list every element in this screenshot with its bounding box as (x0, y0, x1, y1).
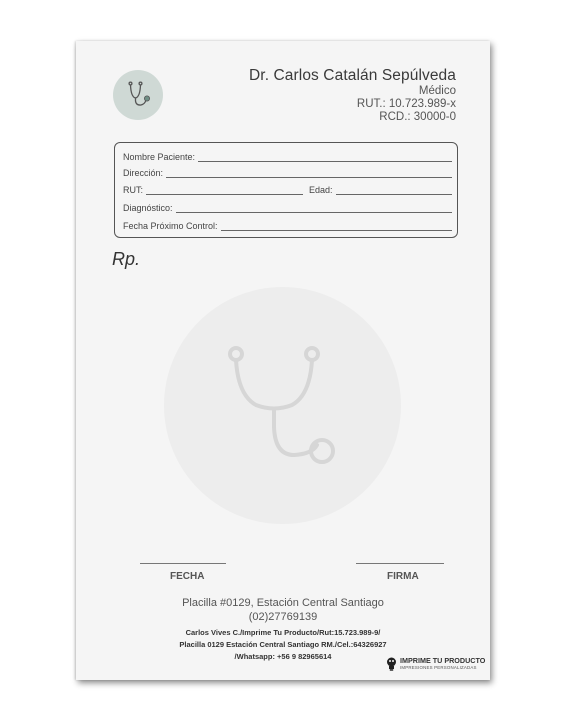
doctor-info (249, 67, 456, 124)
patient-name-field[interactable] (123, 150, 452, 162)
diagnosis-field[interactable] (123, 201, 452, 213)
next-control-field[interactable] (123, 219, 452, 231)
date-signature-line[interactable] (140, 563, 226, 564)
signature-line[interactable] (356, 563, 444, 564)
watermark-circle (164, 287, 401, 524)
brand-name: IMPRIME TU PRODUCTO (400, 656, 486, 665)
doctor-rut: RUT.: 10.723.989-x (356, 98, 456, 110)
rut-age-row (123, 183, 452, 195)
footer-phone: (02)27769139 (248, 611, 318, 623)
address-label: Dirección: (123, 168, 164, 178)
printer-info-line-3: /Whatsapp: +56 9 82965614 (234, 652, 332, 661)
printer-info-line-2: Placilla 0129 Estación Central Santiago RM./Cel.:64326927 (179, 640, 387, 649)
doctor-rcd: RCD.: 30000-0 (379, 111, 456, 123)
patient-name-label: Nombre Paciente: (123, 152, 196, 162)
logo-badge (113, 70, 163, 120)
patient-form (114, 142, 458, 238)
address-line[interactable] (166, 168, 452, 178)
stethoscope-icon (113, 70, 163, 120)
printer-info-line-1: Carlos Vives C./Imprime Tu Producto/Rut:15.723.989-9/ (185, 628, 381, 637)
rut-line[interactable] (146, 185, 303, 195)
signature-label: FIRMA (387, 571, 419, 582)
address-field[interactable] (123, 166, 452, 178)
age-label: Edad: (309, 185, 333, 195)
brand-logo (386, 657, 485, 671)
rx-label: Rp. (112, 249, 141, 269)
brand-tagline: IMPRESIONES PERSONALIZADAS (400, 665, 477, 670)
lightbulb-icon (386, 657, 397, 671)
diagnosis-label: Diagnóstico: (123, 203, 173, 213)
rut-label: RUT: (123, 185, 143, 195)
patient-name-line[interactable] (198, 152, 452, 162)
prescription-sheet (76, 41, 490, 680)
diagnosis-line[interactable] (176, 203, 452, 213)
next-control-line[interactable] (221, 221, 452, 231)
date-label: FECHA (170, 571, 205, 582)
footer-address: Placilla #0129, Estación Central Santiago (182, 597, 384, 609)
stethoscope-icon (164, 287, 401, 524)
age-line[interactable] (336, 185, 452, 195)
next-control-label: Fecha Próximo Control: (123, 221, 218, 231)
doctor-title: Médico (418, 85, 456, 97)
doctor-name: Dr. Carlos Catalán Sepúlveda (249, 67, 456, 84)
